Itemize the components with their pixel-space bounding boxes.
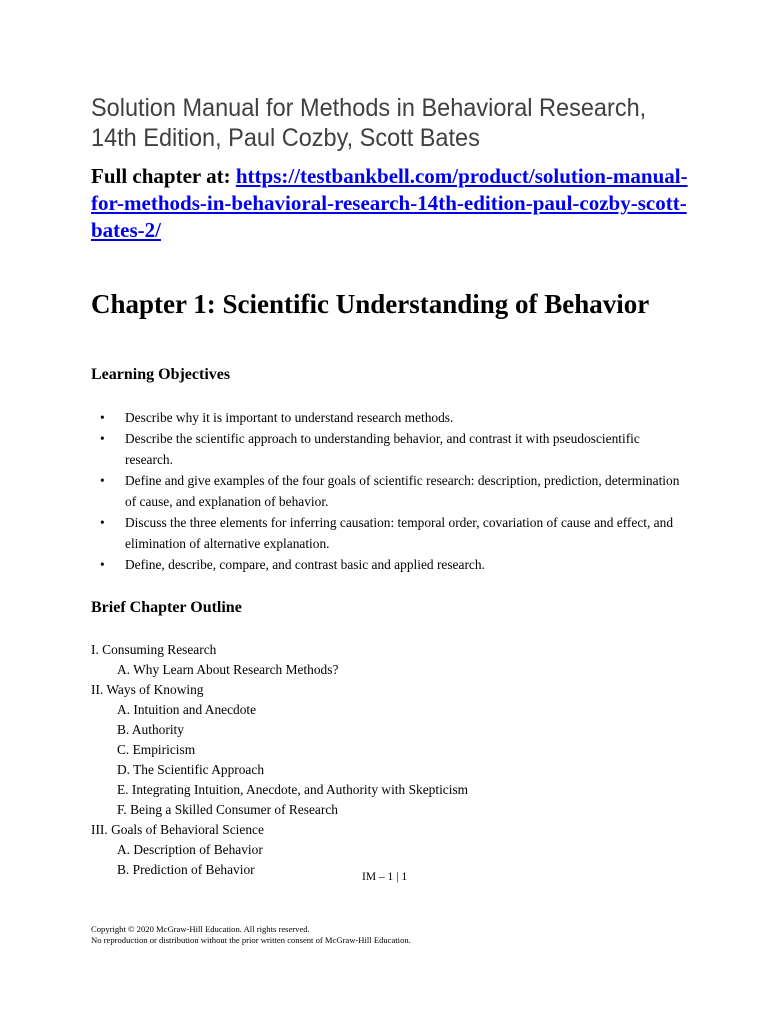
learning-objectives-heading: Learning Objectives xyxy=(91,366,231,383)
outline-item: A. Description of Behavior xyxy=(117,842,263,857)
copyright-notice xyxy=(91,924,411,946)
outline-item: B. Prediction of Behavior xyxy=(117,862,255,877)
learning-objectives-list xyxy=(91,407,691,575)
outline-heading: Brief Chapter Outline xyxy=(91,599,242,616)
full-chapter-link[interactable]: https://testbankbell.com/product/solution-manual-for-methods-in-behavioral-research-14th-edition-paul-cozby-scott-bates-2/ xyxy=(91,164,688,242)
outline-item: I. Consuming Research xyxy=(91,642,217,657)
list-item xyxy=(91,554,691,575)
reproduction-notice: No reproduction or distribution without the prior written consent of McGraw-Hill Education. xyxy=(91,935,411,945)
outline-item: F. Being a Skilled Consumer of Research xyxy=(117,802,338,817)
page-number: IM – 1 | 1 xyxy=(362,871,408,883)
outline-item: E. Integrating Intuition, Anecdote, and Authority with Skepticism xyxy=(117,782,469,797)
objective-text: Describe why it is important to understand research methods. xyxy=(125,410,454,425)
outline-item: III. Goals of Behavioral Science xyxy=(91,822,264,837)
outline-item: A. Intuition and Anecdote xyxy=(117,702,257,717)
full-chapter-label: Full chapter at xyxy=(91,164,224,188)
bullet-icon: • xyxy=(100,557,105,572)
outline-item: D. The Scientific Approach xyxy=(117,762,265,777)
full-chapter-line xyxy=(91,163,711,244)
outline-item: C. Empiricism xyxy=(117,742,196,757)
outline-item: B. Authority xyxy=(117,722,184,737)
objective-text: Discuss the three elements for inferring causation: temporal order, covariation of cause and effect, and elimination of alternative explanation. xyxy=(125,515,674,551)
bullet-icon: • xyxy=(100,410,105,425)
list-item xyxy=(91,428,691,470)
list-item xyxy=(91,512,691,554)
list-item xyxy=(91,470,691,512)
copyright-line: Copyright © 2020 McGraw-Hill Education. All rights reserved. xyxy=(91,924,310,934)
list-item xyxy=(91,407,691,428)
outline-item: A. Why Learn About Research Methods? xyxy=(117,662,339,677)
document-title: Solution Manual for Methods in Behavioral Research, 14th Edition, Paul Cozby, Scott Bates xyxy=(91,94,647,152)
chapter-outline-list xyxy=(91,640,691,880)
bullet-icon: • xyxy=(100,431,105,446)
outline-item: II. Ways of Knowing xyxy=(91,682,204,697)
bullet-icon: • xyxy=(100,473,105,488)
full-chapter-separator: : xyxy=(223,164,236,188)
chapter-heading: Chapter 1: Scientific Understanding of Behavior xyxy=(91,289,650,319)
bullet-icon: • xyxy=(100,515,105,530)
objective-text: Define, describe, compare, and contrast basic and applied research. xyxy=(125,557,485,572)
objective-text: Describe the scientific approach to understanding behavior, and contrast it with pseudoscientific research. xyxy=(125,431,640,467)
objective-text: Define and give examples of the four goals of scientific research: description, prediction, determination of cause, and explanation of behavior. xyxy=(125,473,680,509)
